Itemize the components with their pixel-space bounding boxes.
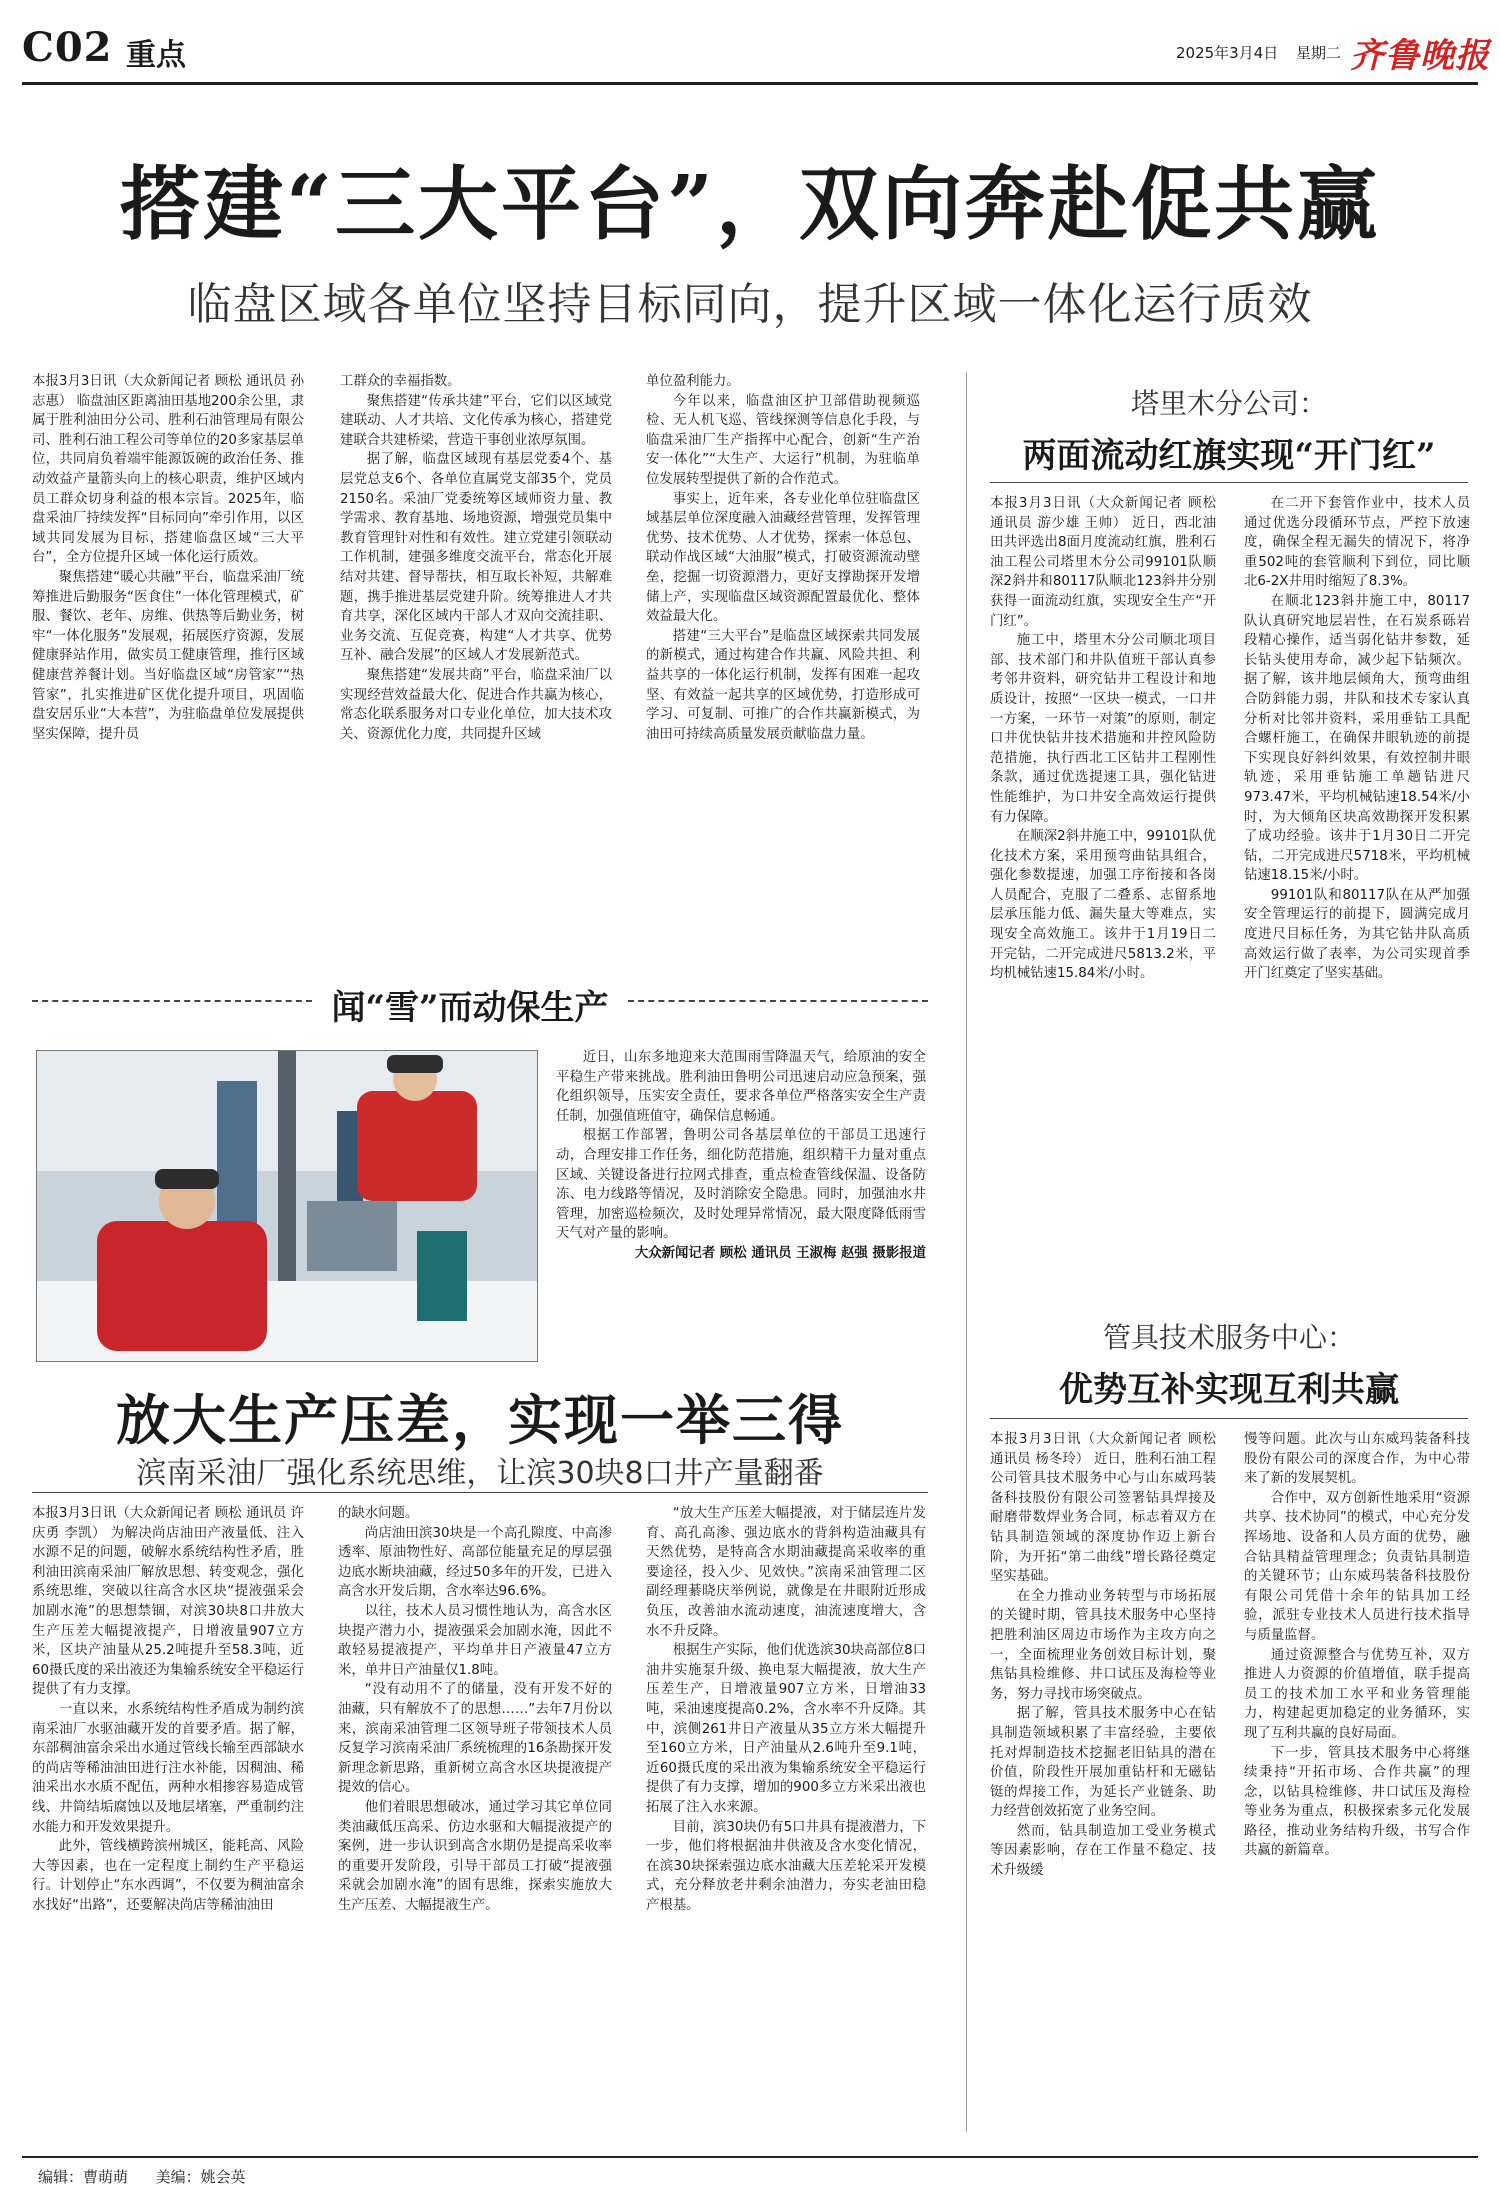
paragraph: 一直以来，水系统结构性矛盾成为制约滨南采油厂水驱油藏开发的首要矛盾。据了解，东部稠油富余采出水通过管线长输至西部缺水的尚店等稀油油田进行注水补能，因稠油、稀油采出水水质不配伍，两种水相掺容易造成管线、井筒结垢腐蚀以及地层堵塞，严重制约注水能力和开发效果提升。 [32, 1701, 304, 1835]
paragraph: 他们着眼思想破冰，通过学习其它单位同类油藏低压高采、仿边水驱和大幅提液提产的案例，进一步认识到高含水期仍是提高采收率的重要开发阶段，引导干部员工打破“提液强采就会加剧水淹”的固有思维，探索实施放大生产压差、大幅提液生产。 [338, 1799, 612, 1913]
paragraph: 聚焦搭建“暖心共融”平台，临盘采油厂统筹推进后勤服务“医食住”一体化管理模式，矿服、餐饮、老年、房维、供热等后勤业务，树牢“一体化服务”发展观，拓展医疗资源，发展健康驿站作用，做实员工健康管理，推行区域健康营养餐计划。当好临盘区域“房管家”“热管家”，扎实推进矿区优化提升项目，巩固临盘安居乐业“大本营”，为驻临盘单位发展提供坚实保障，提升员 [32, 569, 304, 742]
paragraph: 单位盈利能力。 [646, 374, 740, 389]
paragraph: 搭建“三大平台”是临盘区域探索共同发展的新模式，通过构建合作共赢、风险共担、利益共享的一体化运行机制，发挥有困难一起攻坚、有效益一起共享的区域优势，打造形成可学习、可复制、可推广的合作共赢新模式，为油田可持续高质量发展贡献临盘力量。 [646, 628, 920, 742]
tarim-kicker: 塔里木分公司： [1130, 387, 1327, 420]
paragraph: 今年以来，临盘油区护卫部借助视频巡检、无人机飞巡、管线探测等信息化手段，与临盘采油厂生产指挥中心配合，创新“生产治安一体化”“大生产、大运行”机制，为驻临单位发展转型提供了新的合作范式。 [646, 393, 920, 487]
paragraph: 聚焦搭建“传承共建”平台，它们以区域党建联动、人才共培、文化传承为核心，搭建党建联合共建桥梁，营造干事创业浓厚氛围。 [340, 393, 612, 448]
pipe-col2 [1244, 1430, 1470, 2142]
paragraph: 事实上，近年来，各专业化单位驻临盘区域基层单位深度融入油藏经营管理，发挥管理优势、技术优势、人才优势，探索一体总包、联动作战区域“大油服”模式，打破资源流动壁垒，挖掘一切资源潜力，更好支撑勘探开发增储上产，实现临盘区域资源配置最优化、整体效益最大化。 [646, 491, 920, 625]
paragraph: 本报3月3日讯（大众新闻记者 顾松 通讯员 游少雄 王帅） 近日，西北油田共评选出8面月度流动红旗，胜利石油工程公司塔里木分公司99101队顺深2斜井和80117队顺北123斜井分别获得一面流动红旗，实现安全生产“开门红”。 [990, 496, 1216, 629]
paper-logo: 齐鲁晚报 [1350, 36, 1490, 76]
lead-article-col3 [646, 372, 920, 992]
binnan-col1 [32, 1504, 304, 2144]
snow-article [556, 1048, 926, 1358]
tarim-col2 [1244, 494, 1470, 1304]
paragraph: 施工中，塔里木分公司顺北项目部、技术部门和井队值班干部认真参考邻井资料，研究钻井工程设计和地质设计，按照“一区块一模式，一口井一方案，一环节一对策”的原则，制定口井优快钻井技术措施和井控风险防范措施，执行西北工区钻井工程刚性条款，通过优选提速工具，强化钻进性能维护，为口井安全高效运行提供有力保障。 [990, 633, 1216, 825]
pipe-rule [990, 1418, 1468, 1419]
paragraph: 据了解，临盘区域现有基层党委4个、基层党总支6个、各单位直属党支部35个，党员2150名。采油厂党委统筹区域师资力量、教学需求、教育基地、场地资源，增强党员集中教育管理针对性和有效性。建立党建引领联动工作机制，建强多维度交流平台，常态化开展结对共建、督导帮扶，相互取长补短，共解难题，携手推进基层党建升阶。统筹推进人才共育共享，深化区域内干部人才双向交流挂职、业务交流、互促竞赛，构建“人才共享、优势互补、融合发展”的区域人才发展新范式。 [340, 452, 612, 664]
issue-weekday: 星期二 [1296, 44, 1342, 62]
pipe-col1 [990, 1430, 1216, 2142]
lead-subhead: 临盘区域各单位坚持目标同向，提升区域一体化运行质效 [187, 279, 1313, 330]
paragraph: 尚店油田滨30块是一个高孔隙度、中高渗透率、原油物性好、高部位能量充足的厚层强边底水断块油藏，经过50多年的开发，已进入高含水开发后期，含水率达96.6%。 [338, 1525, 612, 1600]
paragraph: 然而，钻具制造加工受业务模式等因素影响，存在工作量不稳定、技术升级缓 [990, 1823, 1216, 1879]
footer-rule [22, 2156, 1478, 2158]
paragraph: 据了解，管具技术服务中心在钻具制造领域积累了丰富经验，主要依托对焊制造技术挖掘老旧钻具的潜在价值，阶段性开展加重钻杆和无磁钻铤的焊接工作，为延长产业链条、助力经营创效拓宽了业务空间。 [990, 1706, 1216, 1820]
snow-divider-left [32, 1000, 312, 1002]
binnan-subhead: 滨南采油厂强化系统思维，让滨30块8口井产量翻番 [136, 1456, 824, 1491]
paragraph: 在二开下套管作业中，技术人员通过优选分段循环节点，严控下放速度，确保全程无漏失的情况下，将净重502吨的套管顺利下到位，同比顺北6-2X井用时缩短了8.3%。 [1244, 496, 1470, 590]
paragraph: “放大生产压差大幅提液，对于储层连片发育、高孔高渗、强边底水的背斜构造油藏具有天然优势，是特高含水期油藏提高采收率的重要途径，投入少、见效快。”滨南采油管理二区副经理綦晓庆举例说，就像是在井眼附近形成负压，改善油水流动速度，油流速度增大，含水不升反降。 [646, 1506, 926, 1639]
binnan-headline: 放大生产压差，实现一举三得 [116, 1388, 844, 1452]
footer-credits [38, 2166, 246, 2187]
paragraph: 根据工作部署，鲁明公司各基层单位的干部员工迅速行动，合理安排工作任务，细化防范措施，组织精干力量对重点区域、关键设备进行拉网式排查，重点检查管线保温、设备防冻、电力线路等情况，及时消除安全隐患。同时，加强油水井管理，加密巡检频次，及时处理异常情况，最大限度降低雨雪天气对产量的影响。 [556, 1128, 926, 1242]
paragraph: 99101队和80117队在从严加强安全管理运行的前提下，圆满完成月度进尺目标任务，为其它钻井队高质高效运行做了表率，为公司实现首季开门红奠定了坚实基础。 [1244, 887, 1470, 982]
paragraph: 在全力推动业务转型与市场拓展的关键时期，管具技术服务中心坚持把胜利油区周边市场作为主攻方向之一，全面梳理业务创效目标计划，聚焦钻具检维修、井口试压及海检等业务，努力寻找市场突破点。 [990, 1588, 1216, 1702]
paragraph: 通过资源整合与优势互补，双方推进人力资源的价值增值，联手提高员工的技术加工水平和业务管理能力，构建起更加稳定的业务循环，实现了互利共赢的良好局面。 [1244, 1647, 1470, 1741]
issue-date: 2025年3月4日 [1176, 44, 1279, 62]
pipe-headline: 优势互补实现互利共赢 [1059, 1370, 1399, 1410]
tarim-col1 [990, 494, 1216, 1304]
lead-article-col2 [340, 372, 612, 992]
page-number: C02 [22, 24, 113, 71]
paragraph: 在顺深2斜井施工中，99101队优化技术方案，采用预弯曲钻具组合，强化参数提速，加强工序衔接和各岗人员配合，克服了二叠系、志留系地层承压能力低、漏失量大等难点，实现安全高效施工。该井于1月19日二开完钻，二开完成进尺5813.2米，平均机械钻速15.84米/小时。 [990, 829, 1216, 982]
paragraph: 聚焦搭建“发展共商”平台，临盘采油厂以实现经营效益最大化、促进合作共赢为核心，常态化联系服务对口专业化单位，加大技术攻关、资源优化力度，共同提升区域 [340, 667, 612, 742]
paragraph: 本报3月3日讯（大众新闻记者 顾松 通讯员 孙志惠） 临盘油区距离油田基地200余公里，隶属于胜利油田分公司、胜利石油管理局有限公司、胜利石油工程公司等单位的20多家基层单位，共同肩负着端牢能源饭碗的政治任务、推动效益产量箭头向上的核心职责，维护区域内员工群众切身利益的根本宗旨。2025年，临盘采油厂持续发挥“目标同向”牵引作用，以区域共同发展为目标，搭建临盘区域“三大平台”，全方位提升区域一体化运行质效。 [32, 374, 304, 566]
binnan-rule [32, 1492, 928, 1493]
section-title: 重点 [126, 38, 186, 73]
paragraph: 近日，山东多地迎来大范围雨雪降温天气，给原油的安全平稳生产带来挑战。胜利油田鲁明公司迅速启动应急预案，强化组织领导，压实安全责任，要求各单位严格落实安全生产责任制，加强值班值守，确保信息畅通。 [556, 1050, 926, 1124]
tarim-headline: 两面流动红旗实现“开门红” [1022, 436, 1436, 476]
paragraph: 慢等问题。此次与山东威玛装备科技股份有限公司的深度合作，为中心带来了新的发展契机。 [1244, 1432, 1470, 1487]
masthead-rule [22, 82, 1478, 85]
tarim-rule [990, 482, 1468, 483]
snow-headline: 闻“雪”而动保生产 [331, 988, 609, 1028]
paragraph: 下一步，管具技术服务中心将继续秉持“开拓市场、合作共赢”的理念，以钻具检维修、井口试压及海检等业务为重点，积极探索多元化发展路径，推动业务结构升级，书写合作共赢的新篇章。 [1244, 1745, 1470, 1859]
paragraph: 本报3月3日讯（大众新闻记者 顾松 通讯员 杨冬玲） 近日，胜利石油工程公司管具技术服务中心与山东威玛装备科技股份有限公司签署钻具焊接及耐磨带数焊业务合同，标志着双方在钻具制造领域的深度协作迈上新台阶，为开拓“第二曲线”增长路径奠定坚实基础。 [990, 1432, 1216, 1585]
pipe-kicker: 管具技术服务中心： [1102, 1321, 1355, 1354]
snow-divider-right [628, 1000, 928, 1002]
snow-photo [36, 1050, 538, 1362]
lead-headline: 搭建“三大平台”，双向奔赴促共赢 [119, 157, 1381, 251]
paragraph: 目前，滨30块仍有5口井具有提液潜力，下一步，他们将根据油井供液及含水变化情况，在滨30块探索强边底水油藏大压差轮采开发模式，充分释放老井剩余油潜力，夯实老油田稳产根基。 [646, 1819, 926, 1913]
paragraph: 此外，管线横跨滨州城区，能耗高、风险大等因素，也在一定程度上制约生产平稳运行。计划停止“东水西调”，不仅要为稠油富余水找好“出路”，还要解决尚店等稀油油田 [32, 1839, 304, 1913]
paragraph: 在顺北123斜井施工中，80117队认真研究地层岩性，在石炭系砾岩段精心操作，适当弱化钻井参数，延长钻头使用寿命，减少起下钻频次。据了解，该井地层倾角大，预弯曲组合防斜能力弱，井队和技术专家认真分析对比邻井资料，采用垂钻工具配合螺杆施工，在确保井眼轨迹的前提下实现良好斜纠效果，有效控制井眼轨迹，采用垂钻施工单趟钻进尺973.47米，平均机械钻速18.54米/小时，为大倾角区块高效勘探开发积累了成功经验。该井于1月30日二开完钻，二开完成进尺5718米，平均机械钻速18.15米/小时。 [1244, 593, 1470, 884]
lead-article-col1 [32, 372, 304, 992]
binnan-col2 [338, 1504, 612, 2144]
paragraph: 工群众的幸福指数。 [340, 374, 461, 389]
paragraph: 本报3月3日讯（大众新闻记者 顾松 通讯员 许庆勇 李凯） 为解决尚店油田产液量低、注入水源不足的问题，破解水系统结构性矛盾，胜利油田滨南采油厂解放思想、转变观念，强化系统思维，突破以往高含水区块“提液强采会加剧水淹”的思想禁锢，对滨30块8口井放大生产压差大幅提液提产，日增液量907立方米，区块产油量从25.2吨提升至58.3吨，近60摄氏度的采出液还为集输系统安全平稳运行提供了有力支撑。 [32, 1506, 304, 1698]
paragraph: 的缺水问题。 [338, 1506, 419, 1521]
binnan-col3 [646, 1504, 926, 2144]
paragraph: 以往，技术人员习惯性地认为，高含水区块提产潜力小，提液强采会加剧水淹，因此不敢轻易提液提产，平均单井日产液量47立方米，单井日产油量仅1.8吨。 [338, 1603, 612, 1678]
paragraph: 合作中，双方创新性地采用“资源共享、技术协同”的模式，中心充分发挥场地、设备和人员方面的优势，融合钻具精益管理理念；负责钻具制造的关键环节；山东威玛装备科技股份有限公司凭借十余年的钻具加工经验，派驻专业技术人员进行技术指导与质量监督。 [1244, 1490, 1470, 1643]
photo-credit: 大众新闻记者 顾松 通讯员 王淑梅 赵强 摄影报道 [634, 1245, 926, 1261]
paragraph: “没有动用不了的储量，没有开发不好的油藏，只有解放不了的思想……”去年7月份以来，滨南采油管理二区领导班子带领技术人员反复学习滨南采油厂系统梳理的16条勘探开发新理念新思路，重新树立高含水区块提液提产提效的信心。 [338, 1682, 612, 1796]
column-divider [966, 372, 967, 2132]
paragraph: 根据生产实际，他们优选滨30块高部位8口油井实施泵升级、换电泵大幅提液，放大生产压差生产，日增液量907立方米，日增油33吨，采油速度提高0.2%，含水率不升反降。其中，滨侧261井日产液量从35立方米大幅提升至160立方米，日产油量从2.6吨升至9.1吨，近60摄氏度的采出液为集输系统安全平稳运行提供了有力支撑，增加的900多立方米采出液也拓展了注入水来源。 [646, 1643, 926, 1815]
footer-editor: 编辑：曹萌萌 [38, 2168, 129, 2186]
footer-designer: 美编：姚会英 [155, 2168, 246, 2186]
snow-photo-illustration [37, 1051, 537, 1361]
